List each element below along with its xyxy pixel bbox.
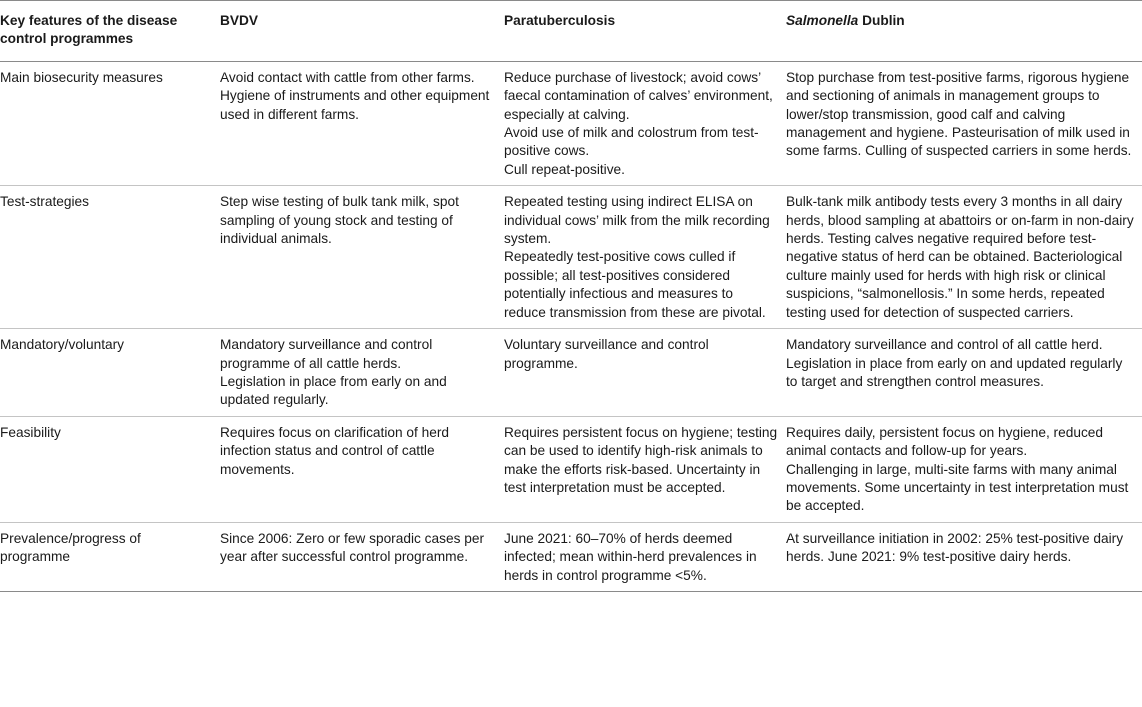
cell-paragraph: Avoid use of milk and colostrum from test-positive cows. [504, 125, 759, 159]
salmonella-cell [786, 416, 1142, 522]
paratuberculosis-cell [504, 522, 786, 591]
paratuberculosis-cell [504, 329, 786, 417]
table-header [0, 1, 1142, 62]
feature-cell: Mandatory/voluntary [0, 337, 125, 353]
salmonella-cell [786, 186, 1142, 329]
paratuberculosis-cell [504, 416, 786, 522]
cell-paragraph: Stop purchase from test-positive farms, rigorous hygiene and sectioning of animals in management groups to lower/stop transmission, good calf and calving management and hygiene. Pasteurisation of milk used in some farms. Culling of suspected carriers in some herds. [786, 69, 1132, 159]
cell-paragraph: At surveillance initiation in 2002: 25% test-positive dairy herds. June 2021: 9% test-positive dairy herds. [786, 530, 1124, 565]
header-bvdv: BVDV [220, 13, 259, 28]
header-salmonella-genus: Salmonella [786, 13, 859, 28]
cell-paragraph: Since 2006: Zero or few sporadic cases per year after successful control programme. [220, 530, 484, 565]
bvdv-cell [220, 329, 504, 417]
header-paratuberculosis: Paratuberculosis [504, 13, 616, 28]
salmonella-cell [786, 61, 1142, 185]
cell-paragraph: Voluntary surveillance and control programme. [504, 337, 709, 371]
cell-paragraph: Cull repeat-positive. [504, 161, 625, 177]
paratuberculosis-cell [504, 186, 786, 329]
cell-paragraph: Reduce purchase of livestock; avoid cows’ faecal contamination of calves’ environment, especially at calving. [504, 69, 773, 122]
table-row [0, 186, 1142, 329]
cell-paragraph: June 2021: 60–70% of herds deemed infected; mean within-herd prevalences in herds in control programme <5%. [504, 530, 757, 583]
cell-paragraph: Repeatedly test-positive cows culled if possible; all test-positives considered potentially infectious and measures to reduce transmission from these are pivotal. [504, 249, 766, 320]
header-row [0, 1, 1142, 62]
bvdv-cell [220, 186, 504, 329]
bvdv-cell [220, 416, 504, 522]
salmonella-cell [786, 329, 1142, 417]
table-row [0, 61, 1142, 185]
cell-paragraph: Mandatory surveillance and control programme of all cattle herds. [220, 337, 433, 371]
cell-paragraph: Requires focus on clarification of herd infection status and control of cattle movements. [220, 424, 450, 477]
header-salmonella-dublin [786, 1, 1142, 62]
cell-paragraph: Avoid contact with cattle from other farms. Hygiene of instruments and other equipment used in different farms. [220, 69, 490, 122]
cell-paragraph: Challenging in large, multi-site farms with many animal movements. Some uncertainty in test interpretation must be accepted. [786, 461, 1129, 514]
bvdv-cell [220, 522, 504, 591]
salmonella-cell [786, 522, 1142, 591]
cell-paragraph: Bulk-tank milk antibody tests every 3 months in all dairy herds, blood sampling at abattoirs or on-farm in non-dairy herds. Testing calves negative required before test-negative status of herd can be obtained. Bacteriological culture mainly used for herds with high risk or clinical suspicions, “salmonellosis.” In some herds, repeated testing used for detection of suspected carriers. [786, 194, 1134, 320]
cell-paragraph: Mandatory surveillance and control of all cattle herd. Legislation in place from early on and updated regularly to target and strengthen control measures. [786, 337, 1123, 389]
table-row [0, 522, 1142, 591]
paratuberculosis-cell [504, 61, 786, 185]
table-body [0, 61, 1142, 591]
header-key-features: Key features of the disease control programmes [0, 13, 178, 47]
cell-paragraph: Legislation in place from early on and updated regularly. [220, 373, 447, 408]
table-row [0, 329, 1142, 417]
cell-paragraph: Requires persistent focus on hygiene; testing can be used to identify high-risk animals to make the efforts risk-based. Uncertainty in test interpretation must be accepted. [504, 424, 778, 495]
cell-paragraph: Requires daily, persistent focus on hygiene, reduced animal contacts and follow-up for years. [786, 424, 1104, 459]
feature-cell: Test-strategies [0, 194, 90, 210]
bvdv-cell [220, 61, 504, 185]
feature-cell: Prevalence/progress of programme [0, 530, 141, 565]
cell-paragraph: Step wise testing of bulk tank milk, spot sampling of young stock and testing of individual animals. [220, 194, 459, 247]
feature-cell: Main biosecurity measures [0, 69, 163, 85]
cell-paragraph: Repeated testing using indirect ELISA on individual cows’ milk from the milk recording system. [504, 194, 770, 247]
table-row [0, 416, 1142, 522]
header-salmonella-species: Dublin [858, 13, 905, 28]
feature-cell: Feasibility [0, 424, 61, 440]
